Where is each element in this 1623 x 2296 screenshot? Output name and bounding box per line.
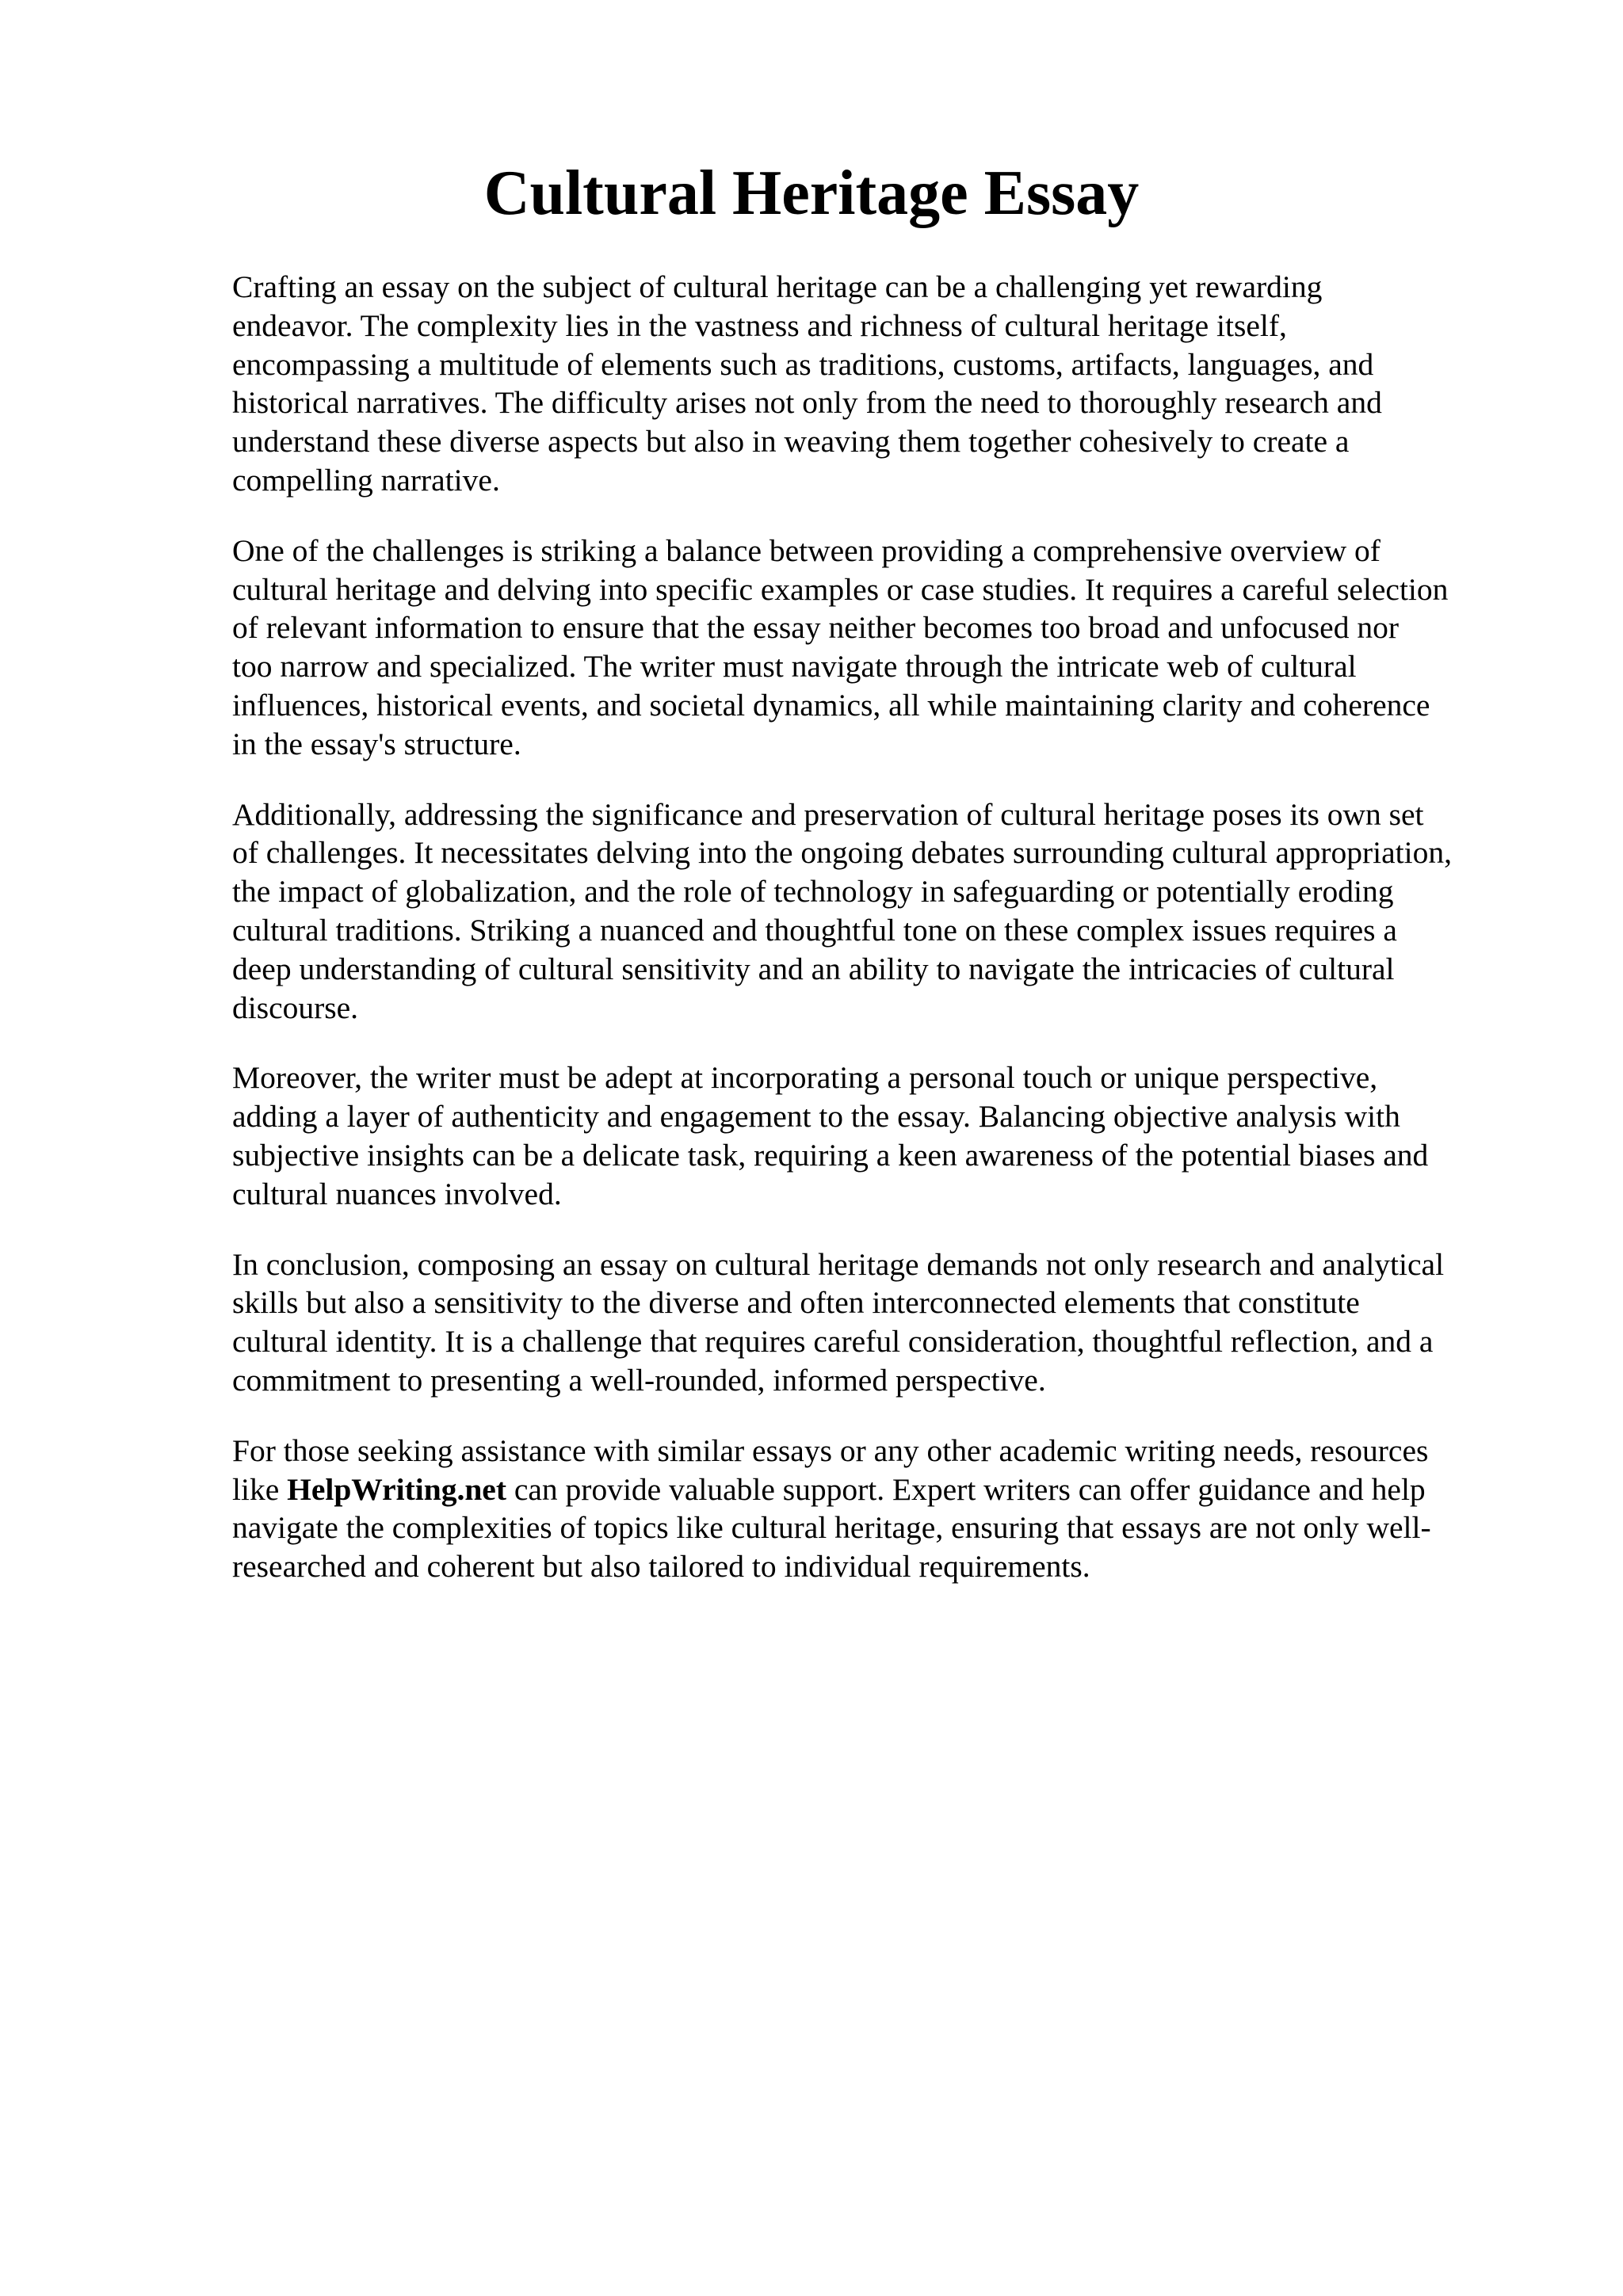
text-line: Crafting an essay on the subject of cultural heritage can be a challenging yet rewarding	[232, 269, 1323, 304]
text-line: understand these diverse aspects but also in weaving them together cohesively to create a	[232, 424, 1350, 460]
text-line: For those seeking assistance with similar essays or any other academic writing needs, resources	[232, 1432, 1429, 1468]
helpwriting-link[interactable]: HelpWriting.net	[287, 1471, 506, 1507]
text-line: discourse.	[232, 990, 359, 1025]
text-line: encompassing a multitude of elements such as traditions, customs, artifacts, languages, and	[232, 346, 1374, 382]
text-line: cultural heritage and delving into specific examples or case studies. It requires a careful selection	[232, 571, 1449, 607]
text-line: commitment to presenting a well-rounded, informed perspective.	[232, 1362, 1046, 1398]
text-line: the impact of globalization, and the role of technology in safeguarding or potentially eroding	[232, 874, 1394, 910]
paragraph-6	[232, 1432, 1564, 1586]
text-line: too narrow and specialized. The writer must navigate through the intricate web of cultural	[232, 649, 1357, 685]
page-title: Cultural Heritage Essay	[483, 158, 1140, 228]
paragraph-3	[232, 795, 1564, 1028]
text-line: In conclusion, composing an essay on cultural heritage demands not only research and analytical	[232, 1246, 1445, 1282]
text-line: cultural nuances involved.	[232, 1176, 562, 1211]
text-line: compelling narrative.	[232, 462, 500, 498]
text-line: Additionally, addressing the significance and preservation of cultural heritage poses its own set	[232, 796, 1424, 832]
paragraph-2	[232, 532, 1564, 764]
text-line-with-link	[232, 1470, 1564, 1509]
text-line: One of the challenges is striking a balance between providing a comprehensive overview of	[232, 532, 1381, 568]
text-line: Moreover, the writer must be adept at incorporating a personal touch or unique perspective,	[232, 1060, 1378, 1096]
text-line: researched and coherent but also tailored to individual requirements.	[232, 1549, 1090, 1585]
text-line: navigate the complexities of topics like cultural heritage, ensuring that essays are not only well-	[232, 1510, 1431, 1546]
text-line: cultural identity. It is a challenge that requires careful consideration, thoughtful reflection, and a	[232, 1324, 1434, 1360]
paragraph-1	[232, 268, 1564, 500]
text-line: deep understanding of cultural sensitivity and an ability to navigate the intricacies of cultural	[232, 951, 1395, 986]
text-line: historical narratives. The difficulty arises not only from the need to thoroughly research and	[232, 385, 1382, 421]
text-fragment: like	[232, 1471, 288, 1507]
text-line: endeavor. The complexity lies in the vastness and richness of cultural heritage itself,	[232, 307, 1287, 343]
text-line: skills but also a sensitivity to the diverse and often interconnected elements that constitute	[232, 1285, 1360, 1321]
paragraph-4	[232, 1058, 1564, 1213]
text-line: of challenges. It necessitates delving into the ongoing debates surrounding cultural appropriation,	[232, 835, 1452, 871]
text-line: in the essay's structure.	[232, 726, 521, 761]
essay-body	[232, 268, 1564, 1618]
text-line: cultural traditions. Striking a nuanced and thoughtful tone on these complex issues requires a	[232, 912, 1397, 948]
text-fragment: can provide valuable support. Expert writers can offer guidance and help	[506, 1471, 1426, 1507]
text-line: influences, historical events, and societal dynamics, all while maintaining clarity and coherence	[232, 687, 1430, 723]
text-line: of relevant information to ensure that the essay neither becomes too broad and unfocused nor	[232, 610, 1399, 646]
paragraph-5	[232, 1245, 1564, 1400]
text-line: subjective insights can be a delicate task, requiring a keen awareness of the potential biases and	[232, 1137, 1429, 1173]
text-line: adding a layer of authenticity and engagement to the essay. Balancing objective analysis with	[232, 1099, 1400, 1135]
